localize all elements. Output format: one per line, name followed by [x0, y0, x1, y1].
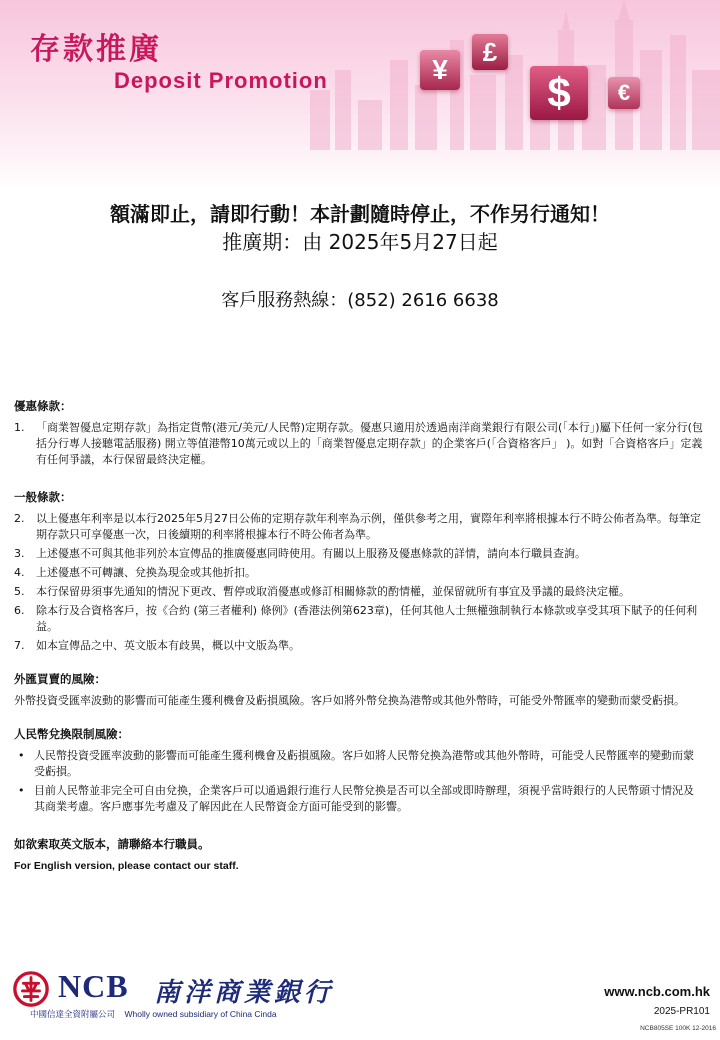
subsidiary-line: [30, 1008, 277, 1020]
header-banner: [0, 0, 720, 190]
ncb-logo-mark-icon: [12, 970, 50, 1008]
item-text: 如本宣傳品之中、英文版本有歧異，概以中文版為準。: [36, 639, 300, 652]
subsidiary-zh: 中國信達全資附屬公司: [30, 1009, 116, 1019]
item-number: 6.: [14, 604, 25, 617]
offer-terms-title: 優惠條款：: [14, 399, 72, 413]
item-text: 目前人民幣並非完全可自由兌換，企業客戶可以通過銀行進行人民幣兌換是否可以全部或即時辦理，須視乎當時銀行的人民幣頭寸情況及其商業考慮。客戶應事先考慮及了解因此在人民幣資金方面可能受到的影響。: [34, 784, 694, 813]
bank-logo: [12, 966, 372, 1026]
terms-section: [14, 398, 704, 874]
list-item: [14, 638, 704, 654]
subsidiary-en: Wholly owned subsidiary of China Cinda: [124, 1009, 277, 1019]
item-number: 2.: [14, 512, 25, 525]
pound-icon: £: [472, 34, 508, 70]
rmb-risk-title: 人民幣兌換限制風險：: [14, 727, 129, 741]
item-text: 上述優惠不可轉讓、兌換為現金或其他折扣。: [36, 566, 256, 579]
item-number: 4.: [14, 566, 25, 579]
fx-risk-text: 外幣投資受匯率波動的影響而可能產生獲利機會及虧損風險。客戶如將外幣兌換為港幣或其他外幣時，可能受外幣匯率的變動而蒙受虧損。: [14, 694, 685, 707]
bullet-icon: •: [18, 784, 25, 797]
contact-note-zh: 如欲索取英文版本，請聯絡本行職員。: [14, 837, 210, 851]
item-text: 「商業智優息定期存款」為指定貨幣(港元/美元/人民幣)定期存款。優惠只適用於透過南洋商業銀行有限公司(「本行」)屬下任何一家分行(包括分行專人接聽電話服務) 開立等值港幣10萬元或以上的「商業智優息定期存款」的企業客戶(「合資格客戶」 )。如對「合資格客戶」定義有任何爭議，本行保留最終決定權。: [36, 421, 703, 466]
logo-text-en: NCB: [58, 968, 129, 1004]
general-terms-title: 一般條款：: [14, 490, 72, 504]
print-code: NCB805SE 100K 12-2016: [640, 1025, 716, 1032]
fx-risk-title: 外匯買賣的風險：: [14, 672, 106, 686]
customer-hotline: 客戶服務熱線：(852) 2616 6638: [221, 290, 499, 311]
page-title-zh: 存款推廣: [30, 32, 162, 67]
logo-text-zh: 南洋商業銀行: [154, 978, 335, 1008]
item-number: 1.: [14, 421, 25, 434]
list-item: [14, 584, 704, 600]
document-code: 2025-PR101: [653, 1006, 710, 1017]
item-number: 5.: [14, 585, 25, 598]
list-item: [14, 420, 704, 468]
contact-note-en: For English version, please contact our staff.: [14, 860, 239, 872]
page-title-en: Deposit Promotion: [114, 68, 328, 93]
yen-icon: ¥: [420, 50, 460, 90]
list-item: [14, 565, 704, 581]
list-item: [14, 783, 704, 815]
euro-icon: €: [608, 77, 640, 109]
bullet-icon: •: [18, 749, 25, 762]
item-text: 除本行及合資格客戶，按《合約 (第三者權利) 條例》(香港法例第623章)，任何其他人士無權強制執行本條款或享受其項下賦予的任何利益。: [36, 604, 698, 633]
item-number: 7.: [14, 639, 25, 652]
website-link[interactable]: www.ncb.com.hk: [604, 984, 710, 999]
promotion-period: 推廣期：由 2025年5月27日起: [222, 230, 498, 254]
item-text: 本行保留毋須事先通知的情況下更改、暫停或取消優惠或修訂相關條款的酌情權，並保留就所有事宜及爭議的最終決定權。: [36, 585, 630, 598]
list-item: [14, 603, 704, 635]
list-item: [14, 748, 704, 780]
list-item: [14, 511, 704, 543]
list-item: [14, 546, 704, 562]
dollar-icon: $: [530, 66, 588, 120]
headline: 額滿即止，請即行動！本計劃隨時停止，不作另行通知！: [110, 202, 610, 226]
item-text: 人民幣投資受匯率波動的影響而可能產生獲利機會及虧損風險。客戶如將人民幣兌換為港幣或其他外幣時，可能受人民幣匯率的變動而蒙受虧損。: [34, 749, 694, 778]
item-number: 3.: [14, 547, 25, 560]
item-text: 以上優惠年利率是以本行2025年5月27日公佈的定期存款年利率為示例，僅供參考之用，實際年利率將根據本行不時公佈者為準。每筆定期存款只可享優惠一次，日後續期的利率將根據本行不時公佈者為準。: [36, 512, 701, 541]
item-text: 上述優惠不可與其他非列於本宣傳品的推廣優惠同時使用。有關以上服務及優惠條款的詳情，請向本行職員查詢。: [36, 547, 586, 560]
city-skyline-graphic: [300, 0, 720, 150]
